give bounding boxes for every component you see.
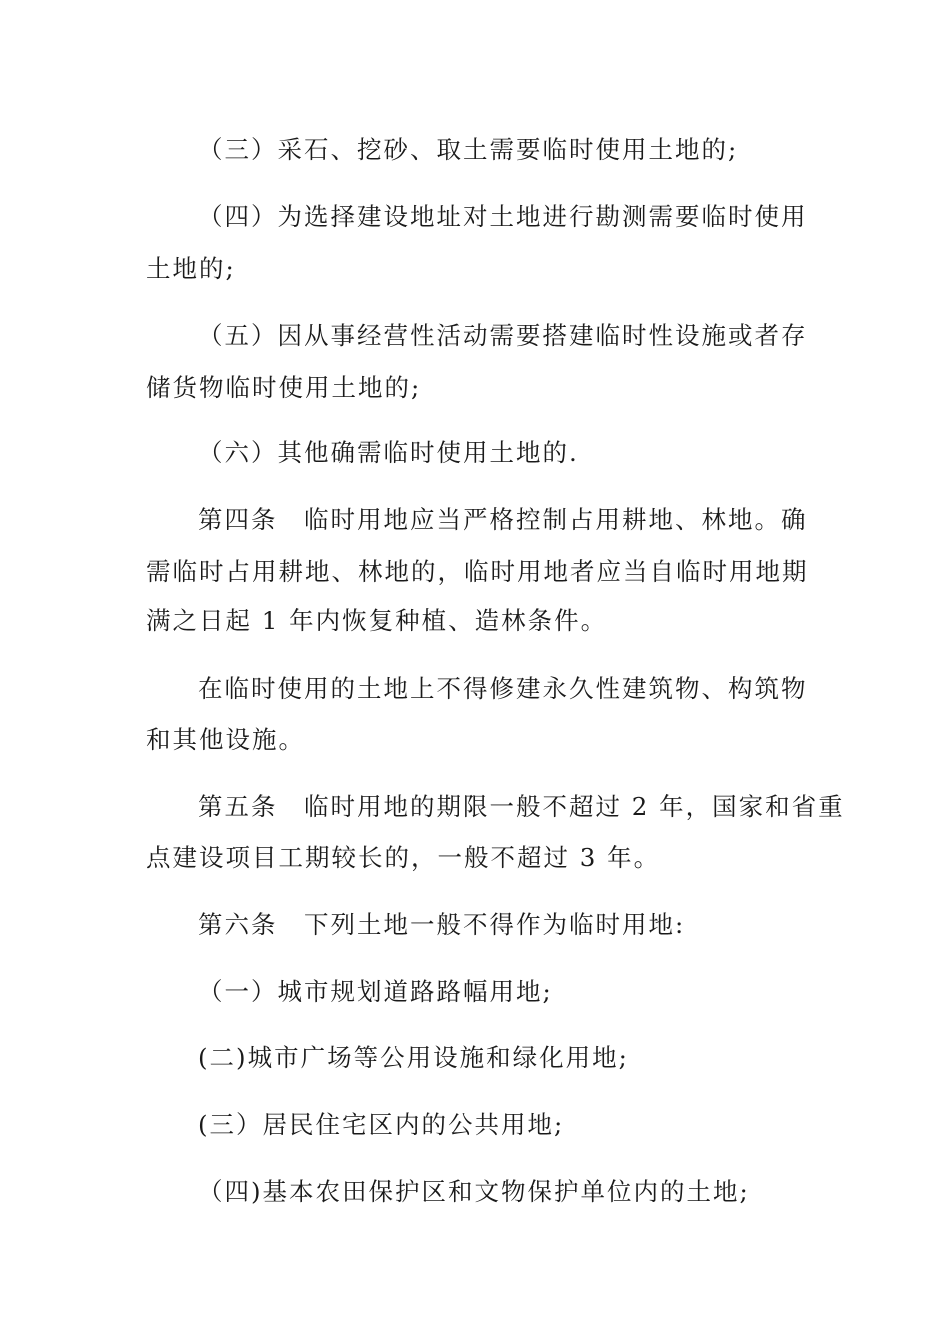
paragraph-item-4-line-1: （四）为选择建设地址对土地进行勘测需要临时使用	[198, 202, 808, 231]
paragraph-article-5-line-2: 点建设项目工期较长的，一般不超过 3 年。	[146, 843, 661, 872]
paragraph-item-4-line-2: 土地的;	[146, 254, 236, 283]
paragraph-article-4-p2-line-2: 和其他设施。	[146, 725, 305, 754]
paragraph-article-5-line-1: 第五条 临时用地的期限一般不超过 2 年，国家和省重	[198, 792, 845, 821]
paragraph-item-5-line-2: 储货物临时使用土地的;	[146, 373, 422, 402]
paragraph-article-6-line-1: 第六条 下列土地一般不得作为临时用地:	[198, 910, 686, 939]
paragraph-article-4-line-1: 第四条 临时用地应当严格控制占用耕地、林地。确	[198, 505, 808, 534]
paragraph-article-6-item-2-line-1: (二)城市广场等公用设施和绿化用地;	[198, 1043, 629, 1072]
paragraph-item-5-line-1: （五）因从事经营性活动需要搭建临时性设施或者存	[198, 321, 808, 350]
paragraph-article-6-item-4-line-1: （四)基本农田保护区和文物保护单位内的土地;	[198, 1177, 750, 1206]
paragraph-article-4-line-3: 满之日起 1 年内恢复种植、造林条件。	[146, 606, 608, 635]
paragraph-article-4-p2-line-1: 在临时使用的土地上不得修建永久性建筑物、构筑物	[198, 674, 808, 703]
paragraph-article-6-item-1-line-1: （一）城市规划道路路幅用地;	[198, 977, 553, 1006]
paragraph-item-6-line-1: （六）其他确需临时使用土地的.	[198, 438, 579, 467]
paragraph-article-6-item-3-line-1: (三）居民住宅区内的公共用地;	[198, 1110, 565, 1139]
paragraph-item-3-line-1: （三）采石、挖砂、取土需要临时使用土地的;	[198, 135, 739, 164]
paragraph-article-4-line-2: 需临时占用耕地、林地的，临时用地者应当自临时用地期	[146, 557, 809, 586]
